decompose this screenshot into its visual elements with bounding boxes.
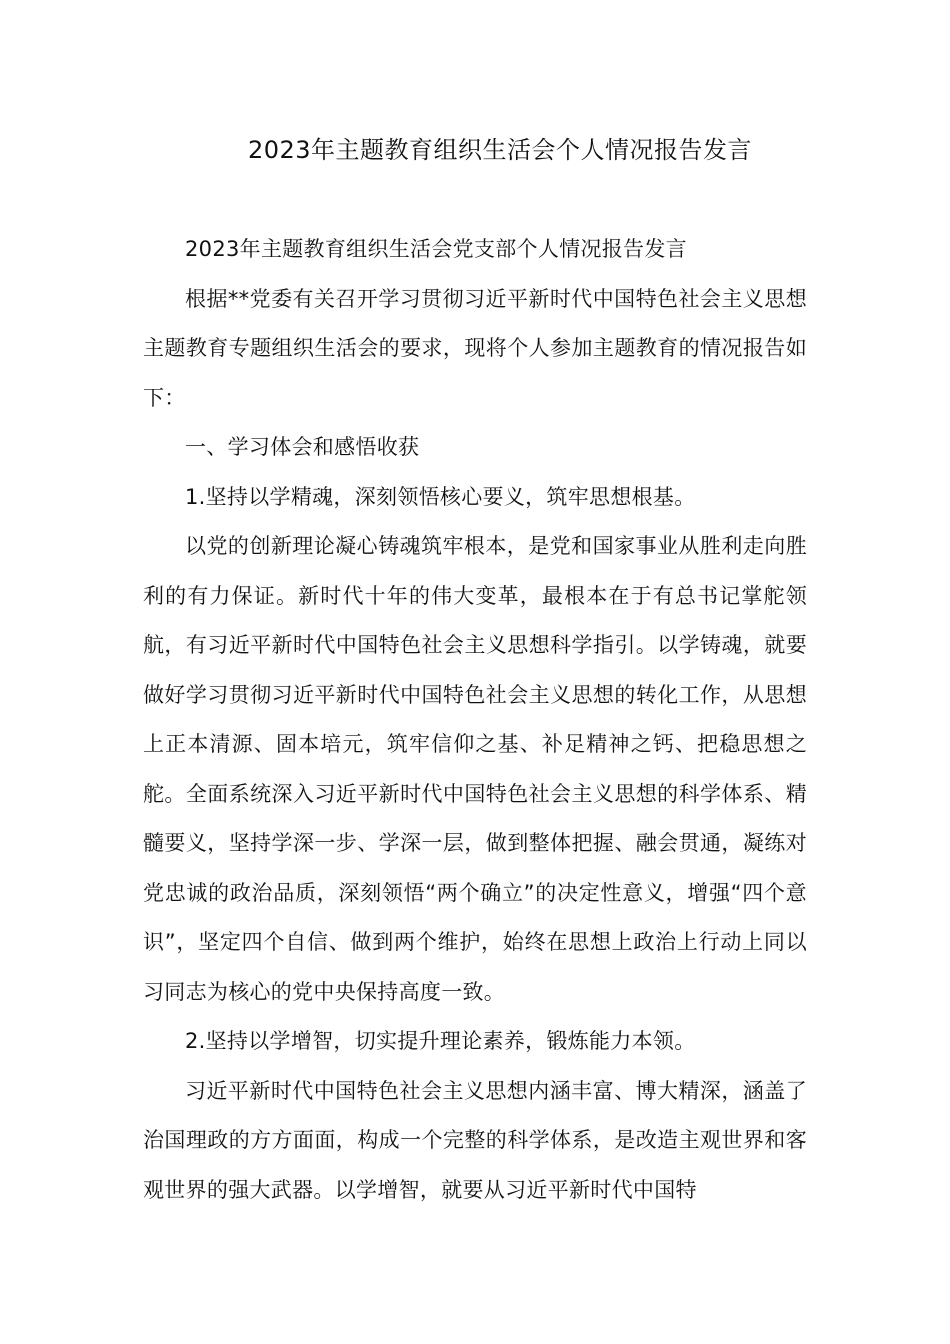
section-heading-1: 一、学习体会和感悟收获 <box>185 435 420 459</box>
subheading-2: 2.坚持以学增智，切实提升理论素养，锻炼能力本领。 <box>185 1029 696 1053</box>
paragraph-intro: 根据**党委有关召开学习贯彻习近平新时代中国特色社会主义思想主题教育专题组织生活会的要求，现将个人参加主题教育的情况报告如下： <box>143 286 807 410</box>
paragraph-body-2: 习近平新时代中国特色社会主义思想内涵丰富、博大精深，涵盖了治国理政的方方面面，构成一个完整的科学体系，是改造主观世界和客观世界的强大武器。以学增智，就要从习近平新时代中国特 <box>143 1078 807 1202</box>
paragraph-body-1: 以党的创新理论凝心铸魂筑牢根本，是党和国家事业从胜利走向胜利的有力保证。新时代十年的伟大变革，最根本在于有总书记掌舵领航，有习近平新时代中国特色社会主义思想科学指引。以学铸魂，就要做好学习贯彻习近平新时代中国特色社会主义思想的转化工作，从思想上正本清源、固本培元，筑牢信仰之基、补足精神之钙、把稳思想之舵。全面系统深入习近平新时代中国特色社会主义思想的科学体系、精髓要义，坚持学深一步、学深一层，做到整体把握、融会贯通，凝练对党忠诚的政治品质，深刻领悟“两个确立”的决定性意义，增强“四个意识”，坚定四个自信、做到两个维护，始终在思想上政治上行动上同以习同志为核心的党中央保持高度一致。 <box>143 534 807 1004</box>
subheading-1: 1.坚持以学精魂，深刻领悟核心要义，筑牢思想根基。 <box>185 484 696 509</box>
document-title: 2023年主题教育组织生活会个人情况报告发言 <box>247 136 753 164</box>
paragraph-subtitle: 2023年主题教育组织生活会党支部个人情况报告发言 <box>185 237 687 261</box>
document-body <box>143 225 807 1215</box>
